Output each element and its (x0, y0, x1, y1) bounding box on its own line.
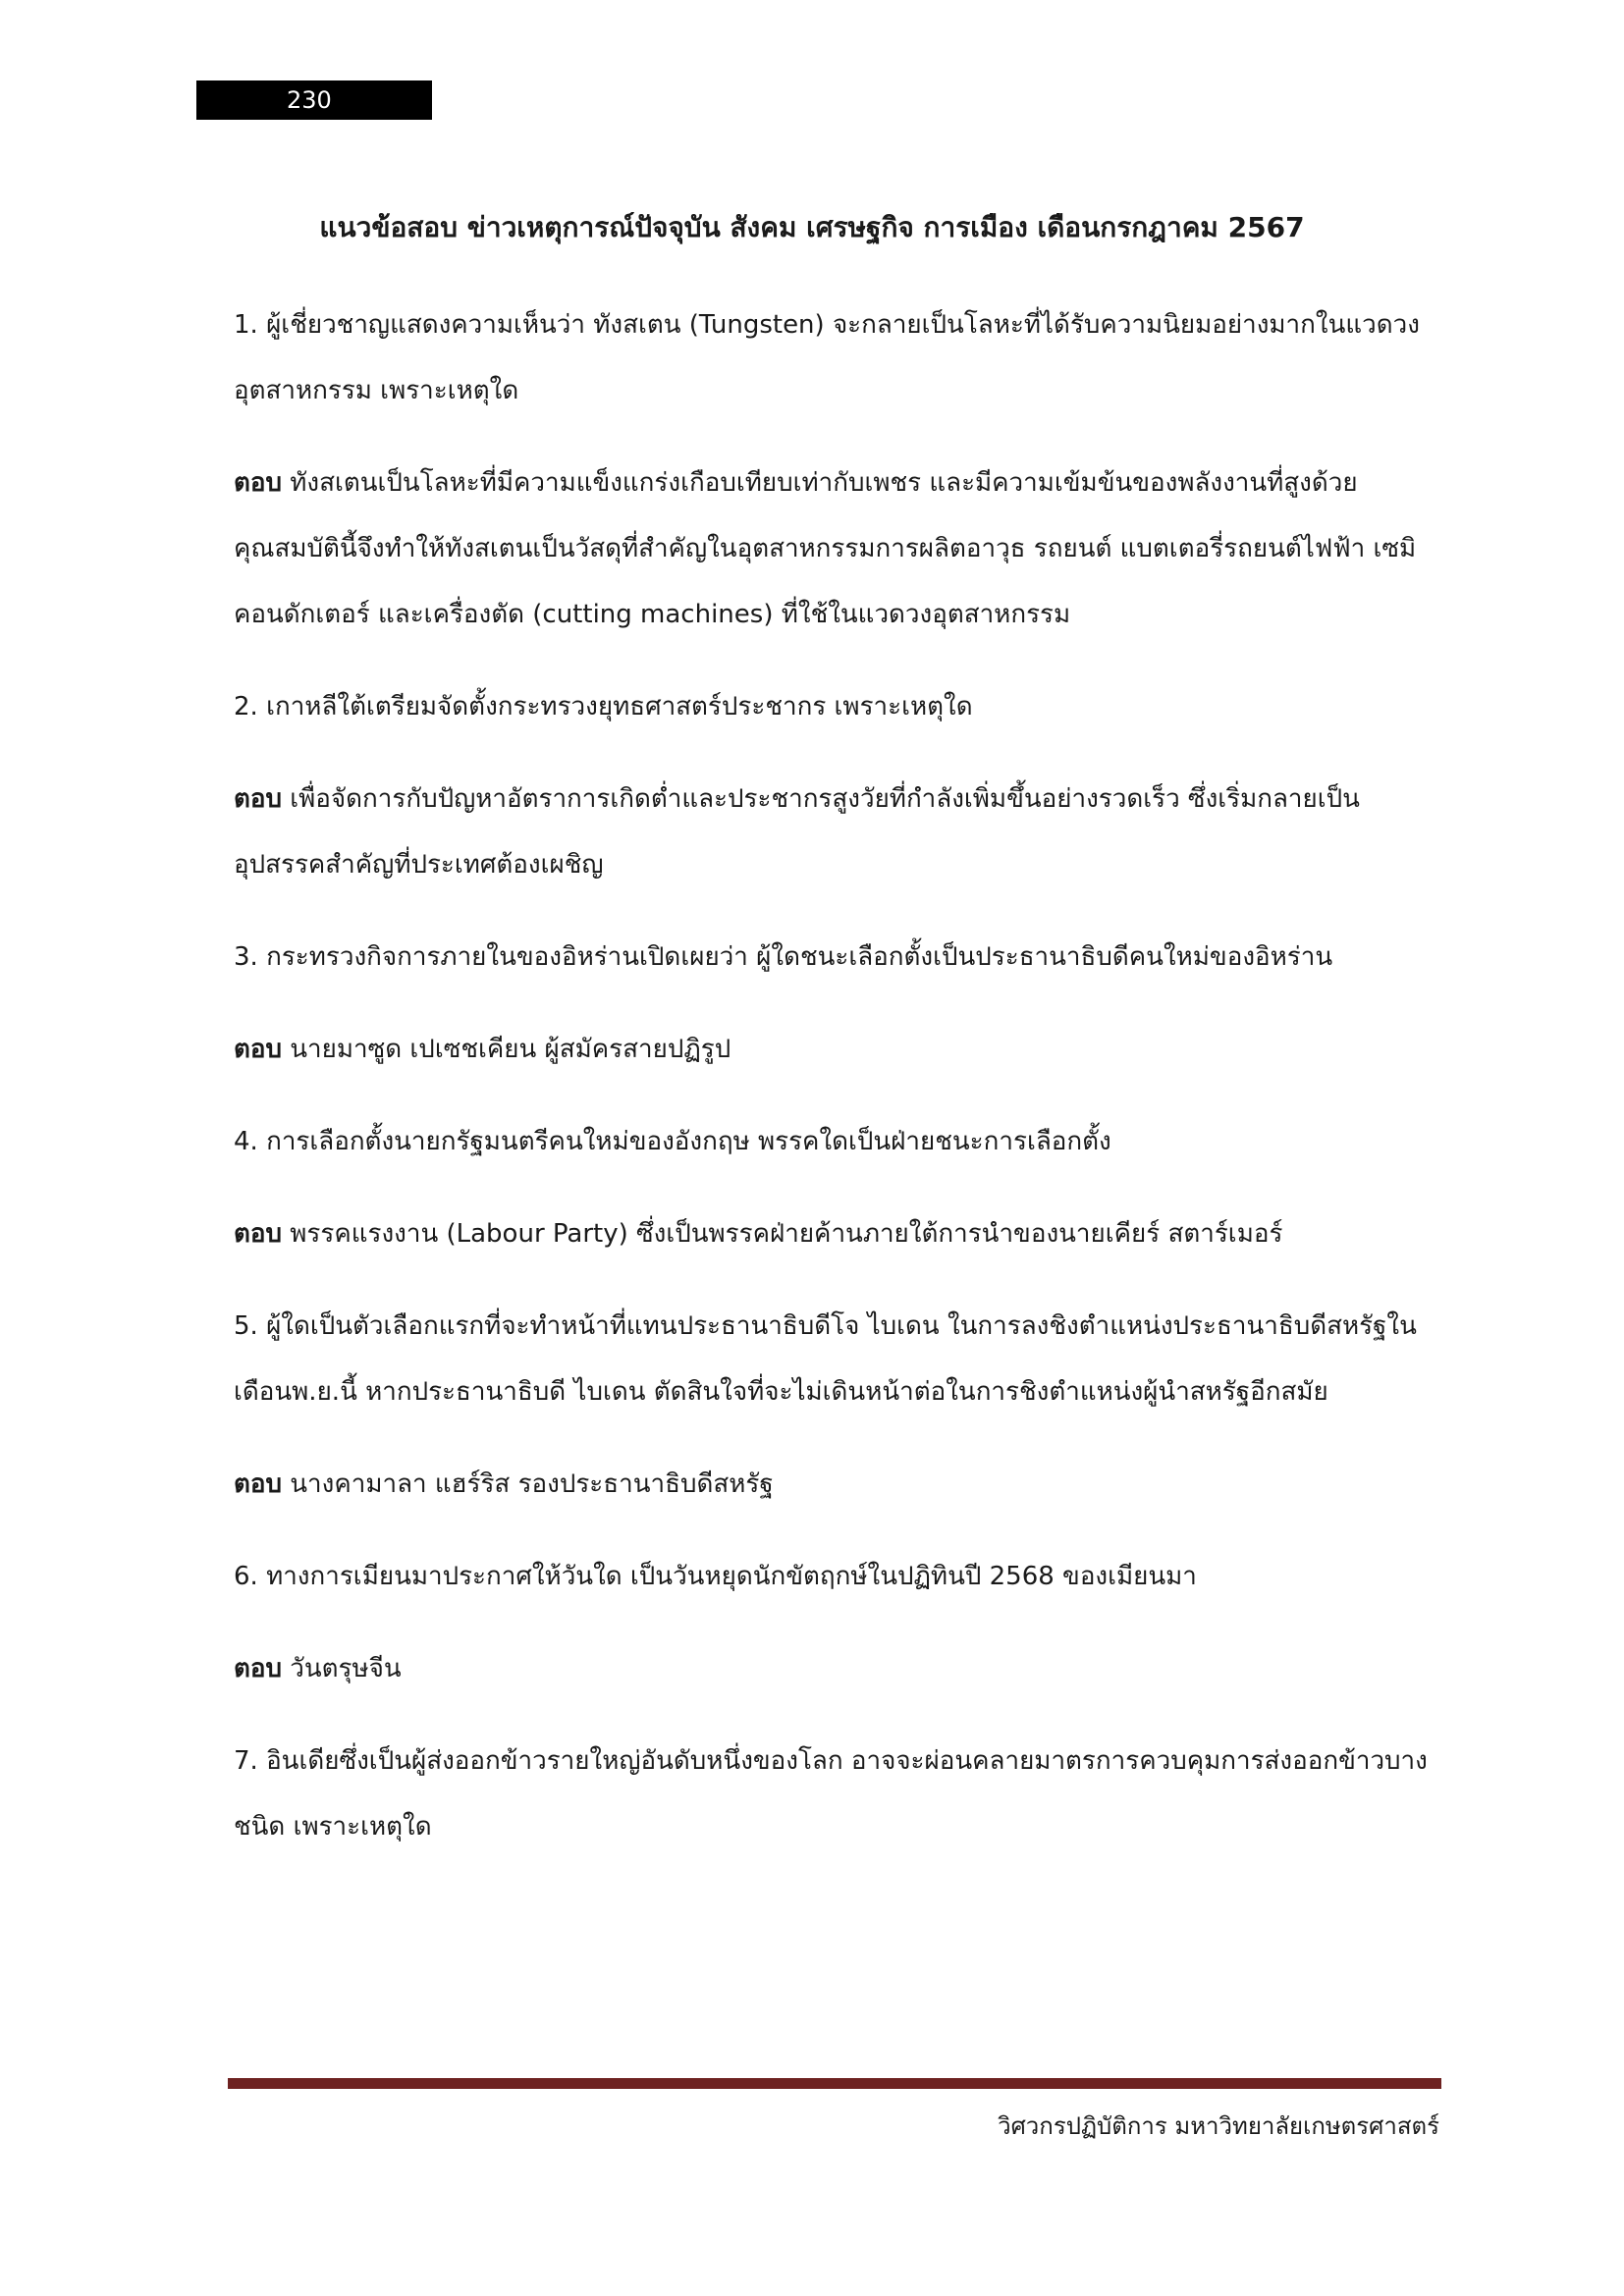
question-2: 2. เกาหลีใต้เตรียมจัดตั้งกระทรวงยุทธศาสตร์ประชากร เพราะเหตุใด (234, 692, 973, 721)
answer-2 (234, 767, 1441, 898)
answer-label: ตอบ (234, 1469, 283, 1499)
footer-rule (228, 2078, 1441, 2089)
footer-text: วิศวกรปฏิบัติการ มหาวิทยาลัยเกษตรศาสตร์ (998, 2112, 1439, 2140)
answer-text: นางคามาลา แฮร์ริส รองประธานาธิบดีสหรัฐ (290, 1469, 774, 1499)
page-number: 230 (287, 86, 332, 114)
question-7: 7. อินเดียซึ่งเป็นผู้ส่งออกข้าวรายใหญ่อันดับหนึ่งของโลก อาจจะผ่อนคลายมาตรการควบคุมการส่งออกข้าวบางชนิด เพราะเหตุใด (234, 1746, 1428, 1842)
answer-1 (234, 451, 1441, 648)
answer-label: ตอบ (234, 1035, 283, 1064)
answer-label: ตอบ (234, 1219, 283, 1249)
answer-4 (234, 1201, 1441, 1267)
question-4: 4. การเลือกตั้งนายกรัฐมนตรีคนใหม่ของอังกฤษ พรรคใดเป็นฝ่ายชนะการเลือกตั้ง (234, 1127, 1111, 1156)
answer-text: เพื่อจัดการกับปัญหาอัตราการเกิดต่ำและประชากรสูงวัยที่กำลังเพิ่มขึ้นอย่างรวดเร็ว ซึ่งเริ่มกลายเป็นอุปสรรคสำคัญที่ประเทศต้องเผชิญ (234, 784, 1360, 880)
question-3: 3. กระทรวงกิจการภายในของอิหร่านเปิดเผยว่า ผู้ใดชนะเลือกตั้งเป็นประธานาธิบดีคนใหม่ของอิหร่าน (234, 942, 1333, 972)
answer-label: ตอบ (234, 1654, 283, 1683)
answer-6 (234, 1636, 1441, 1702)
question-5: 5. ผู้ใดเป็นตัวเลือกแรกที่จะทำหน้าที่แทนประธานาธิบดีโจ ไบเดน ในการลงชิงตำแหน่งประธานาธิบดีสหรัฐในเดือนพ.ย.นี้ หากประธานาธิบดี ไบเดน ตัดสินใจที่จะไม่เดินหน้าต่อในการชิงตำแหน่งผู้นำสหรัฐอีกสมัย (234, 1311, 1417, 1407)
answer-3 (234, 1017, 1441, 1083)
answer-text: พรรคแรงงาน (Labour Party) ซึ่งเป็นพรรคฝ่ายค้านภายใต้การนำของนายเคียร์ สตาร์เมอร์ (290, 1219, 1283, 1249)
answer-text: วันตรุษจีน (290, 1654, 402, 1683)
answer-5 (234, 1452, 1441, 1518)
answer-text: นายมาซูด เปเซชเคียน ผู้สมัครสายปฏิรูป (290, 1035, 731, 1064)
answer-label: ตอบ (234, 468, 283, 498)
qa-content (234, 293, 1441, 1887)
answer-text: ทังสเตนเป็นโลหะที่มีความแข็งแกร่งเกือบเทียบเท่ากับเพชร และมีความเข้มข้นของพลังงานที่สูงด้วย คุณสมบัตินี้จึงทำให้ทังสเตนเป็นวัสดุที่สำคัญในอุตสาหกรรมการผลิตอาวุธ รถยนต์ แบตเตอรี่รถยนต์ไฟฟ้า เซมิคอนดักเตอร์ และเครื่องตัด (cutting machines) ที่ใช้ในแวดวงอุตสาหกรรม (234, 468, 1417, 629)
question-6: 6. ทางการเมียนมาประกาศให้วันใด เป็นวันหยุดนักขัตฤกษ์ในปฏิทินปี 2568 ของเมียนมา (234, 1562, 1197, 1591)
page-title: แนวข้อสอบ ข่าวเหตุการณ์ปัจจุบัน สังคม เศรษฐกิจ การเมือง เดือนกรกฎาคม 2567 (319, 211, 1305, 243)
question-1: 1. ผู้เชี่ยวชาญแสดงความเห็นว่า ทังสเตน (Tungsten) จะกลายเป็นโลหะที่ได้รับความนิยมอย่างมากในแวดวงอุตสาหกรรม เพราะเหตุใด (234, 310, 1420, 405)
answer-label: ตอบ (234, 784, 283, 814)
page-number-box (196, 80, 432, 120)
